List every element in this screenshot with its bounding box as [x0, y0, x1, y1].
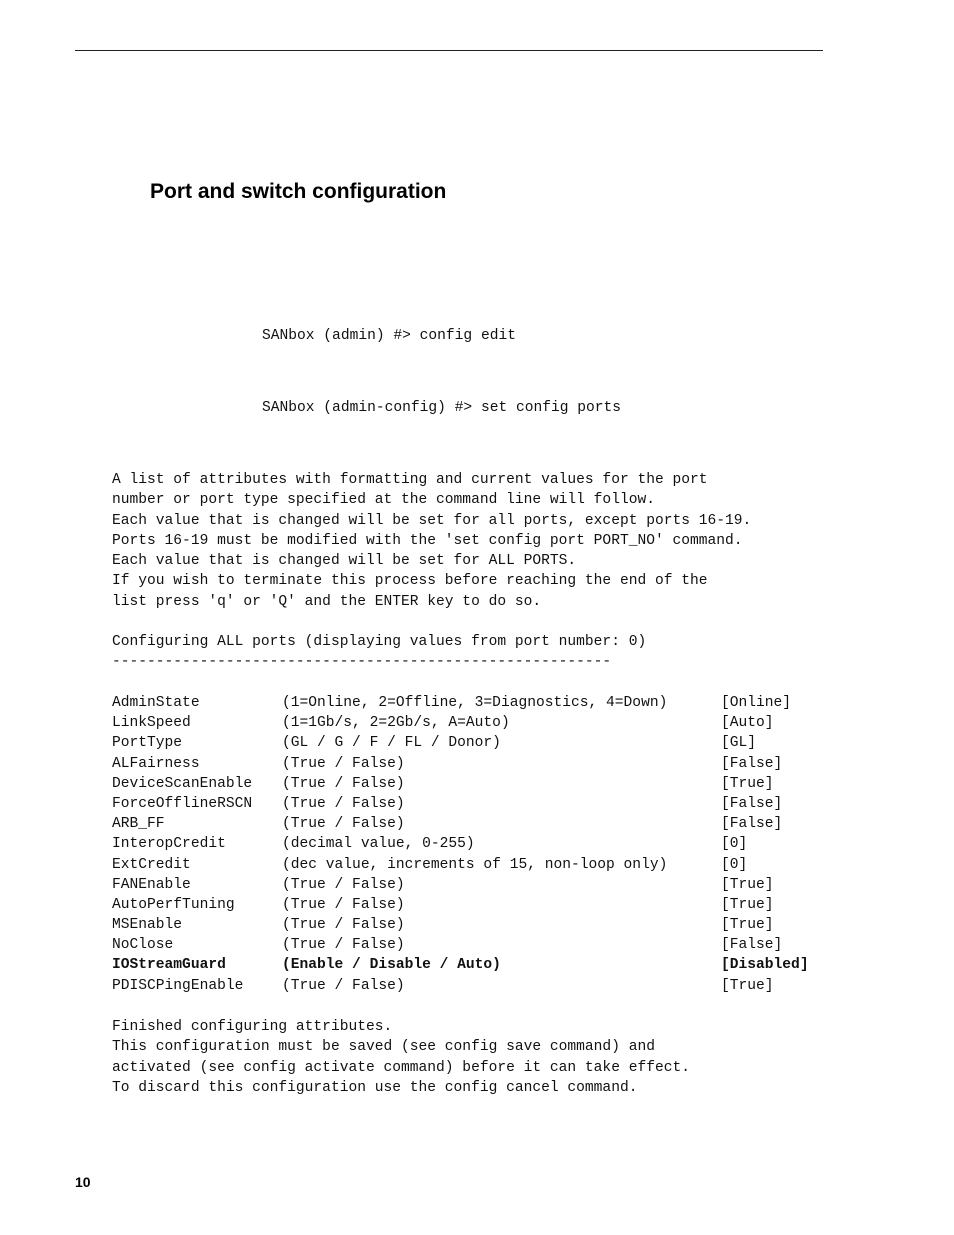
attribute-name: ForceOfflineRSCN: [112, 795, 253, 812]
configuring-line: Configuring ALL ports (displaying values from port number: 0): [112, 634, 647, 650]
attribute-format: (Enable / Disable / Auto): [282, 957, 501, 974]
attribute-name: ExtCredit: [112, 856, 191, 873]
attribute-name: LinkSpeed: [112, 715, 191, 732]
intro-line: If you wish to terminate this process before reaching the end of the: [112, 573, 708, 590]
finish-line: activated (see config activate command) before it can take effect.: [112, 1059, 691, 1076]
attribute-value: [False]: [721, 937, 783, 954]
attribute-value: [0]: [721, 836, 748, 853]
attribute-value: [False]: [721, 795, 783, 812]
attribute-name: MSEnable: [112, 917, 183, 934]
attribute-value: [GL]: [721, 735, 757, 752]
attribute-name: ALFairness: [112, 755, 200, 772]
attribute-value: [False]: [721, 755, 783, 772]
attribute-value: [Online]: [721, 695, 792, 711]
intro-line: Each value that is changed will be set for ALL PORTS.: [112, 553, 577, 569]
section-heading: Port and switch configuration: [150, 180, 447, 203]
attribute-name: NoClose: [112, 937, 174, 954]
attribute-name: AutoPerfTuning: [112, 896, 235, 913]
command-config-edit: SANbox (admin) #> config edit: [262, 328, 516, 344]
intro-line: list press 'q' or 'Q' and the ENTER key to do so.: [112, 593, 542, 610]
attribute-format: (GL / G / F / FL / Donor): [282, 735, 501, 752]
attribute-format: (True / False): [282, 917, 405, 934]
attribute-format: (True / False): [282, 816, 405, 833]
attribute-name: InteropCredit: [112, 836, 226, 853]
header-rule: [75, 50, 823, 51]
attribute-value: [Auto]: [721, 715, 774, 732]
finish-line: This configuration must be saved (see config save command) and: [112, 1039, 655, 1056]
attribute-format: (True / False): [282, 977, 405, 994]
intro-line: Each value that is changed will be set for all ports, except ports 16-19.: [112, 512, 752, 529]
attribute-name: DeviceScanEnable: [112, 775, 253, 792]
intro-line: Ports 16-19 must be modified with the 'set config port PORT_NO' command.: [112, 532, 743, 549]
intro-text: [112, 470, 751, 612]
attribute-name: ARB_FF: [112, 816, 165, 833]
intro-line: number or port type specified at the command line will follow.: [112, 492, 655, 509]
attribute-name: IOStreamGuard: [112, 957, 226, 974]
attribute-value: [True]: [721, 876, 774, 893]
page-number: 10: [75, 1174, 91, 1190]
command-set-config-ports: SANbox (admin-config) #> set config ports: [262, 400, 622, 416]
attribute-format: (True / False): [282, 937, 405, 954]
attribute-value: [True]: [721, 917, 774, 934]
attribute-format: (True / False): [282, 795, 405, 812]
attribute-name: PortType: [112, 735, 183, 752]
attribute-value: [True]: [721, 896, 774, 913]
intro-line: A list of attributes with formatting and current values for the port: [112, 472, 708, 488]
attribute-format: (1=Online, 2=Offline, 3=Diagnostics, 4=Down): [282, 695, 668, 711]
attribute-name: PDISCPingEnable: [112, 977, 244, 994]
attribute-name: FANEnable: [112, 876, 191, 893]
finish-line: To discard this configuration use the config cancel command.: [112, 1079, 638, 1096]
attribute-value: [True]: [721, 775, 774, 792]
attribute-format: (True / False): [282, 755, 405, 772]
attribute-format: (True / False): [282, 896, 405, 913]
finish-text: [112, 1017, 690, 1098]
attribute-name: AdminState: [112, 695, 200, 711]
attribute-format: (decimal value, 0-255): [282, 836, 475, 853]
attribute-value: [0]: [721, 856, 748, 873]
attribute-value: [False]: [721, 816, 783, 833]
separator-line: ---------------------------------------------------------: [112, 654, 612, 670]
attribute-value: [Disabled]: [721, 957, 809, 974]
attribute-value: [True]: [721, 977, 774, 994]
attribute-format: (dec value, increments of 15, non-loop only): [282, 856, 668, 873]
finish-line: Finished configuring attributes.: [112, 1019, 393, 1035]
attribute-format: (1=1Gb/s, 2=2Gb/s, A=Auto): [282, 715, 510, 732]
attribute-format: (True / False): [282, 876, 405, 893]
attribute-format: (True / False): [282, 775, 405, 792]
